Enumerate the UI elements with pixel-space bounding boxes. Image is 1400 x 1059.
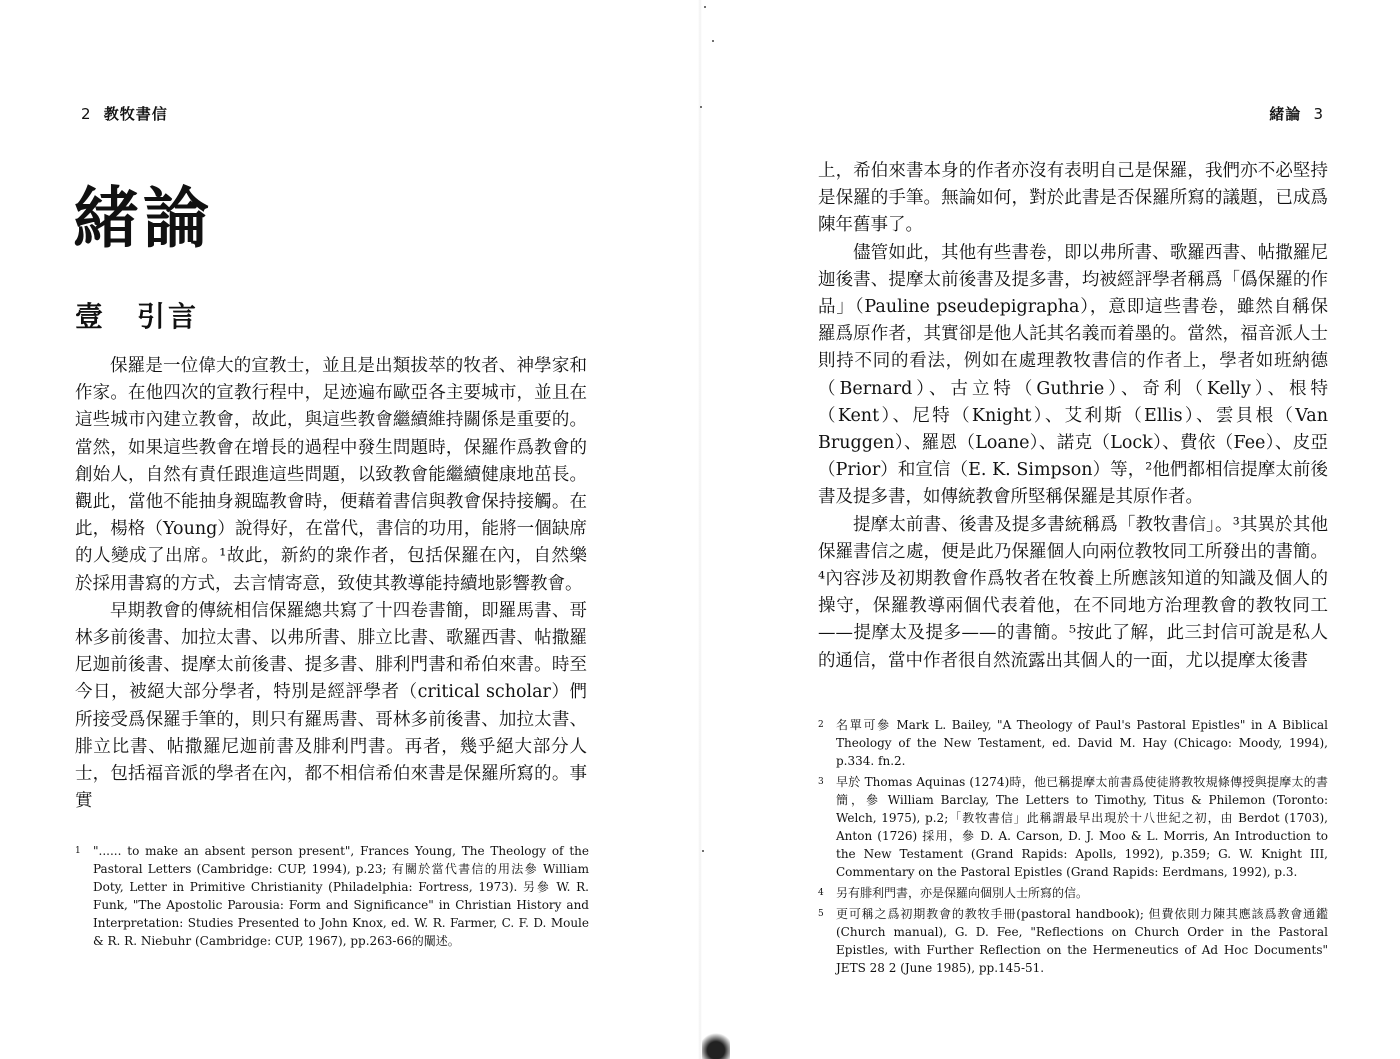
footnote [818,716,1328,770]
section-title: 壹 引言 [75,300,200,333]
running-head-right [1269,103,1330,124]
section-name: 緒論 [1269,105,1302,123]
right-footnotes [818,716,1328,980]
scan-blot [702,1030,730,1059]
footnote [75,842,589,950]
scan-speck [704,6,706,8]
chapter-title: 緒論 [73,180,213,257]
footnote-number: 1 [75,846,81,856]
scan-speck [702,850,704,852]
footnote-text: "...... to make an absent person present", Frances Young, The Theology of the Pastoral Letters (Cambridge: CUP, 1994), p.23; 有關於當代書信的用法參 William Doty, Letter in Primitive Christianity (Philadelphia: Fortress, 1973). 另參 W. R. Funk, "The Apostolic Parousia: Form and Significance" in Christian History and Interpretation: Studies Presented to John Knox, ed. W. R. Farmer, C. F. D. Moule & R. R. Niebuhr (Cambridge: CUP, 1967), pp.263-66的闡述。 [93,844,589,948]
footnote [818,884,1328,902]
footnote-number: 2 [818,720,824,730]
paragraph: 上，希伯來書本身的作者亦沒有表明自己是保羅，我們亦不必堅持是保羅的手筆。無論如何，對於此書是否保羅所寫的議題，已成爲陳年舊事了。 [818,161,1328,236]
right-body-text [818,158,1328,675]
page-number-left: 2 [81,105,92,123]
paragraph: 保羅是一位偉大的宣教士，並且是出類拔萃的牧者、神學家和作家。在他四次的宣教行程中，足迹遍布歐亞各主要城市，並且在這些城市內建立教會，故此，與這些教會繼續維持關係是重要的。當然，如果這些教會在增長的過程中發生問題時，保羅作爲教會的創始人，自然有責任跟進這些問題，以致教會能繼續健康地茁長。觀此，當他不能抽身親臨教會時，便藉着書信與教會保持接觸。在此，楊格（Young）說得好，在當代，書信的功用，能將一個缺席的人變成了出席。¹故此，新約的衆作者，包括保羅在內，自然樂於採用書寫的方式，去言情寄意，致使其教導能持續地影響教會。 [75,356,587,594]
scan-speck [700,106,702,108]
footnote [818,905,1328,977]
right-page [700,0,1400,1059]
paragraph: 早期教會的傳統相信保羅總共寫了十四卷書簡，即羅馬書、哥林多前後書、加拉太書、以弗所書、腓立比書、歌羅西書、帖撒羅尼迦前後書、提摩太前後書、提多書、腓利門書和希伯來書。時至今日，被絕大部分學者，特別是經評學者（critical scholar）們所接受爲保羅手筆的，則只有羅馬書、哥林多前後書、加拉太書、腓立比書、帖撒羅尼迦前書及腓利門書。再者，幾乎絕大部分人士，包括福音派的學者在內，都不相信希伯來書是保羅所寫的。事實 [75,600,587,812]
left-body-text [75,353,587,815]
paragraph: 儘管如此，其他有些書卷，即以弗所書、歌羅西書、帖撒羅尼迦後書、提摩太前後書及提多書，均被經評學者稱爲「僞保羅的作品」（Pauline pseudepigrapha），意即這些書卷，雖然自稱保羅爲原作者，其實卻是他人託其名義而着墨的。當然，福音派人士則持不同的看法，例如在處理教牧書信的作者上，學者如班納德（Bernard）、古立特（Guthrie）、奇利（Kelly）、根特（Kent）、尼特（Knight）、艾利斯（Ellis）、雲貝根（Van Bruggen）、羅恩（Loane）、諾克（Lock）、費依（Fee）、皮亞（Prior）和宣信（E. K. Simpson）等，²他們都相信提摩太前後書及提多書，如傳統教會所堅稱保羅是其原作者。 [818,242,1328,508]
footnote-text: 早於 Thomas Aquinas (1274)時，他已稱提摩太前書爲使徒將教牧規條傳授與提摩太的書簡，參 William Barclay, The Letters to Timothy, Titus & Philemon (Toronto: Welch, 1975), p.2;「教牧書信」此稱謂最早出現於十八世紀之初，由 Berdot (1703), Anton (1726) 採用，參 D. A. Carson, D. J. Moo & L. Morris, An Introduction to the New Testament (Grand Rapids: Apolls, 1992), p.359; G. W. Knight III, Commentary on the Pastoral Epistles (Grand Rapids: Eerdmans, 1992), p.3. [836,775,1328,879]
running-head-left [75,103,168,124]
footnote-number: 3 [818,777,824,787]
scan-speck [712,40,714,42]
footnote-text: 名單可參 Mark L. Bailey, "A Theology of Paul's Pastoral Epistles" in A Biblical Theology of the New Testament, ed. David M. Hay (Chicago: Moody, 1994), p.334. fn.2. [836,718,1328,768]
paragraph: 提摩太前書、後書及提多書統稱爲「教牧書信」。³其異於其他保羅書信之處，便是此乃保羅個人向兩位教牧同工所發出的書簡。⁴內容涉及初期教會作爲牧者在牧養上所應該知道的知識及個人的操守，保羅教導兩個代表着他，在不同地方治理教會的教牧同工——提摩太及提多——的書簡。⁵按此了解，此三封信可說是私人的通信，當中作者很自然流露出其個人的一面，尤以提摩太後書 [818,514,1328,671]
book-title: 教牧書信 [103,105,168,123]
footnote-number: 4 [818,888,824,898]
left-footnotes [75,842,589,953]
footnote-number: 5 [818,909,824,919]
footnote-text: 更可稱之爲初期教會的教牧手冊(pastoral handbook); 但費依則力陳其應該爲教會通鑑(Church manual), G. D. Fee, "Reflections on Church Order in the Pastoral Epistles, with Further Reflection on the Hermeneutics of Ad Hoc Documents" JETS 28 2 (June 1985), pp.145-51. [836,907,1328,975]
page-number-right: 3 [1313,105,1324,123]
footnote [818,773,1328,881]
footnote-text: 另有腓利門書，亦是保羅向個別人士所寫的信。 [836,886,1089,900]
